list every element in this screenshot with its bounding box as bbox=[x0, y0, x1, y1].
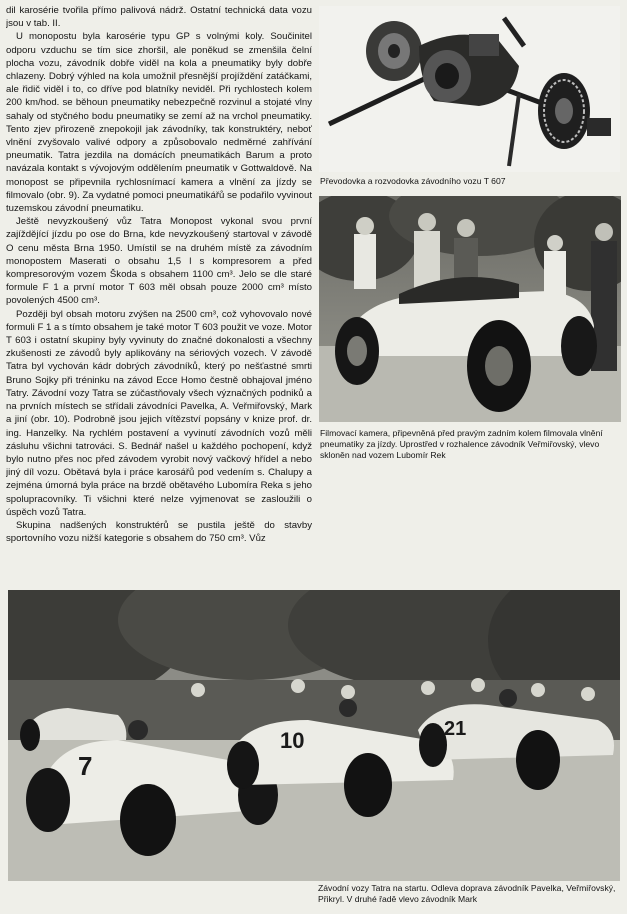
race-start-illustration bbox=[8, 590, 620, 881]
article-paragraph: Později byl obsah motoru zvýšen na 2500 cm³, což vyhovovalo nové formuli F 1 a s tímto obsahem je také motor T 603 použit ve voze. Motor T 603 i ostatní skupiny byly vyvinuty do značné dokonalosti a všechny zkušenosti ze závodů byly aplikovány na sériových vozech. V závodě Tatra byl vychován kádr dobrých závodníků, který po nešťastné smrti Bruno Sojky při tréninku na závod Ecce Homo čestně obhajoval jméno Tatry. Závodní vozy Tatra se zúčastňovaly všech význačných podniků a na prvních místech se střídali závodníci Pavelka, A. Veřmiřovský, Mark a jiní (obr. 10). Podrobně jsou jejich vítězství popsány v knize prof. dr. ing. Hanzelky. Na rychlém postavení a vyvinutí závodních vozů měli zásluhu všichni tatrováci. S. Bednář našel u každého pochopení, když bylo nutno přes noc před závodem vyrobit nový vačkový hřídel a nebo jiný díl vozu. Obětavá byla i práce karosářů pod vedením s. Chalupy a zejména úmorná byla práce na brzdě obětavého Lubomíra Reka s jeho spolupracovníky. Ti všichni které nelze vyjmenovat se zasloužili o úspěch vozů Tatra. bbox=[6, 308, 312, 518]
article-paragraph: Skupina nadšených konstruktérů se pustila ještě do stavby sportovního vozu nižší kategorie s obsahem do 750 cm³. Vůz bbox=[6, 519, 312, 545]
gearbox-photo bbox=[319, 6, 620, 172]
gearbox-illustration bbox=[319, 6, 620, 172]
car-number: 10 bbox=[280, 728, 305, 753]
gearbox-caption: Převodovka a rozvodovka závodního vozu T 607 bbox=[320, 176, 506, 186]
article-column bbox=[6, 4, 312, 584]
article-paragraph: dil karosérie tvořila přímo palivová nádrž. Ostatní technická data vozu jsou v tab. II. bbox=[6, 5, 312, 30]
monopost-illustration bbox=[319, 196, 621, 422]
car-number: 21 bbox=[444, 718, 467, 740]
camera-photo bbox=[319, 196, 621, 422]
car-number: 7 bbox=[78, 751, 93, 781]
start-photo bbox=[8, 590, 620, 881]
article-paragraph: U monopostu byla karosérie typu GP s volnými koly. Součinitel odporu vzduchu se tím sice zhoršil, ale poněkud se zmenšila čelní plocha vozu, závodník dobře viděl na kola a pneumatiky byly dobře chlazeny. Dobrý výhled na kola umožnil přesnější projíždění zatáčkami, ale řidič viděl i to, co dříve pod blatníky neviděl. Při rychlostech kolem 200 km/hod. se běhoun pneumatiky nebezpečně rozvinul a stojaté vlny sahaly od styčného bodu pneumatiky se zemí až na vrchol pneumatiky. Tento zjev přirozeně znepokojil jak závodníky, tak konstruktéry, neboť vlnění zvyšovalo valivé odpory a způsobovalo nedměrné zahřívání pneumatik. Tatra jezdila na domácích pneumatikách Barum a proto navázala kontakt s vývojovým oddělením pneumatik v Gottwaldově. Na monopost se připevnila rychlosnímací kamera a vlnění za jízdy se filmovalo (obr. 9). Za vydatné pomoci pneumatikářů se podařilo vyvinout tuzemskou závodní pneumatiku. bbox=[6, 31, 312, 215]
camera-caption: Filmovací kamera, připevněná před pravým zadním kolem filmovala vlnění pneumatiky za jízdy. Uprostřed v rozhalence závodník Veřmiřovský, vlevo skloněn nad vozem Lubomír Rek bbox=[320, 428, 603, 460]
start-caption: Závodní vozy Tatra na startu. Odleva doprava závodník Pavelka, Veřmiřovský, Přikryl. V druhé řadě vlevo závodník Mark bbox=[318, 883, 616, 904]
article-paragraph: Ještě nevyzkoušený vůz Tatra Monopost vykonal svou první zajíždějící jízdu po ose do Brna, kde nevyzkoušený startoval v závodě O cenu města Brna 1950. Umístil se na druhém místě za závodním monopostem Maserati o obsahu 1,5 l s kompresorem a před kompresorovým vozem Škoda s obsahem 1100 cm³. Jelo se dle staré formule F 1 a první motor T 603 měl obsah pouze 2000 cm³ místo povolených 4500 cm³. bbox=[6, 216, 312, 307]
